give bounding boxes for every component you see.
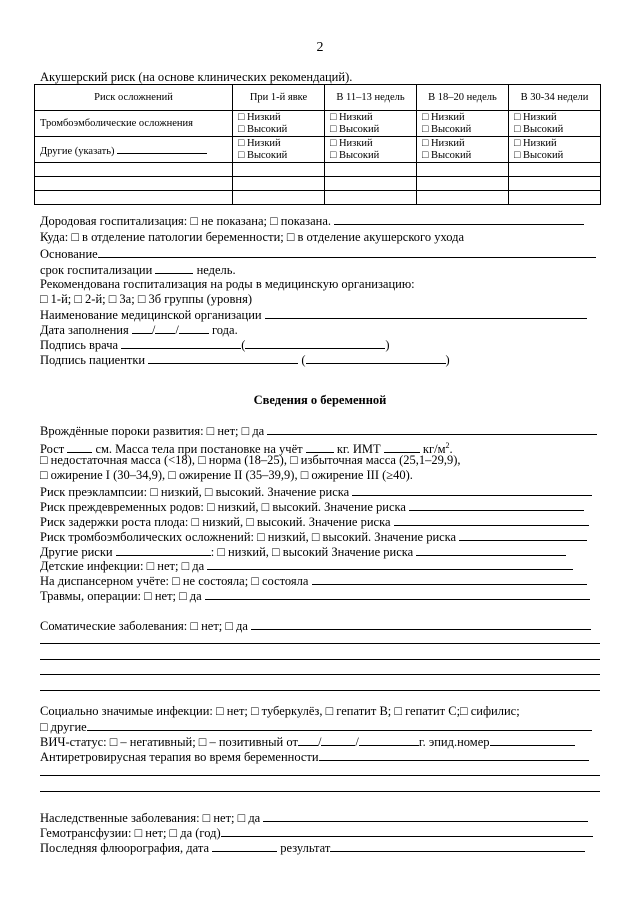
hiv-date-day[interactable] (298, 734, 318, 746)
somatic-extra-line[interactable] (40, 643, 600, 644)
option-high[interactable]: □ Высокий (238, 123, 288, 135)
section-title: Сведения о беременной (253, 393, 387, 407)
doctor-signature-line: Подпись врача ( ) (40, 338, 390, 352)
fill-date-line: Дата заполнения / / года. (40, 323, 238, 337)
column-header: В 30-34 недели (509, 85, 601, 111)
somatic-extra-line[interactable] (40, 690, 600, 691)
epid-number-field[interactable] (490, 734, 575, 746)
hiv-date-month[interactable] (321, 734, 355, 746)
table-row-blank[interactable] (35, 191, 601, 205)
doctor-name-field[interactable] (245, 337, 385, 349)
risk-table-title: Акушерский риск (на основе клинических рекомендаций). (40, 70, 353, 84)
date-month-field[interactable] (155, 322, 175, 334)
option-low[interactable]: □ Низкий (330, 111, 373, 123)
facility-level-options[interactable]: □ 1-й; □ 2-й; □ 3а; □ 3б группы (уровня) (40, 292, 253, 306)
thrombo-risk-line: Риск тромбоэмболических осложнений: □ низкий, □ высокий. Значение риска (40, 529, 587, 545)
patient-name-field[interactable] (306, 352, 446, 364)
option-low[interactable]: □ Низкий (330, 137, 373, 149)
column-header: В 18–20 недель (417, 85, 509, 111)
somatic-extra-line[interactable] (40, 674, 600, 675)
fgr-risk-line: Риск задержки роста плода: □ низкий, □ высокий. Значение риска (40, 514, 589, 530)
preterm-risk-line: Риск преждевременных родов: □ низкий, □ высокий. Значение риска (40, 499, 584, 515)
child-infections-line: Детские инфекции: □ нет; □ да (40, 558, 573, 574)
dispensary-field[interactable] (312, 573, 587, 585)
hiv-date-year[interactable] (359, 734, 419, 746)
antenatal-hosp-field[interactable] (334, 213, 584, 225)
injuries-field[interactable] (205, 588, 590, 600)
risk-options-cell[interactable] (417, 111, 509, 137)
date-day-field[interactable] (132, 322, 152, 334)
option-high[interactable]: □ Высокий (238, 149, 288, 161)
fgr-value-field[interactable] (394, 514, 589, 526)
obstetric-risk-table (34, 84, 601, 205)
other-infections-field[interactable] (87, 719, 592, 731)
option-low[interactable]: □ Низкий (422, 137, 465, 149)
option-low[interactable]: □ Низкий (238, 137, 281, 149)
preeclampsia-value-field[interactable] (352, 484, 592, 496)
option-high[interactable]: □ Высокий (422, 149, 472, 161)
art-extra-line[interactable] (40, 775, 600, 776)
page-number: 2 (316, 40, 324, 55)
hosp-destination[interactable]: Куда: □ в отделение патологии беременности; □ в отделение акушерского ухода (40, 230, 465, 244)
delivery-hosp-label: Рекомендована госпитализация на роды в медицинскую организацию: (40, 277, 415, 291)
anthropometry-line: Рост см. Масса тела при постановке на учёт кг. ИМТ $кг/м^2$. (40, 441, 453, 457)
bmi-field[interactable] (384, 441, 420, 453)
other-infections-line: □ другие (40, 719, 592, 735)
art-extra-line[interactable] (40, 791, 600, 792)
weight-field[interactable] (306, 441, 334, 453)
option-high[interactable]: □ Высокий (514, 149, 564, 161)
hereditary-line: Наследственные заболевания: □ нет; □ да (40, 810, 588, 826)
thrombo-value-field[interactable] (459, 529, 587, 541)
transfusion-line: Гемотрансфузии: □ нет; □ да (год) (40, 825, 593, 841)
malformations-field[interactable] (267, 423, 597, 435)
hereditary-field[interactable] (263, 810, 588, 822)
child-infections-field[interactable] (207, 558, 573, 570)
risk-options-cell[interactable] (325, 111, 417, 137)
table-row-blank[interactable] (35, 177, 601, 191)
option-high[interactable]: □ Высокий (330, 123, 380, 135)
fluorography-line: Последняя флюорография, дата результат (40, 840, 585, 856)
option-low[interactable]: □ Низкий (514, 137, 557, 149)
somatic-field[interactable] (251, 618, 591, 630)
option-high[interactable]: □ Высокий (422, 123, 472, 135)
risk-options-cell[interactable] (417, 137, 509, 163)
table-header-row (35, 85, 601, 111)
antenatal-hosp-line: Дородовая госпитализация: □ не показана; □ показана. (40, 213, 584, 229)
hosp-term-field[interactable] (155, 262, 193, 274)
bmi-options-2[interactable]: □ ожирение I (30–34,9), □ ожирение II (35–39,9), □ ожирение III (≥40). (40, 468, 413, 482)
doctor-signature-field[interactable] (121, 337, 241, 349)
patient-signature-field[interactable] (148, 352, 298, 364)
hosp-reason-field[interactable] (98, 246, 596, 258)
dispensary-line: На диспансерном учёте: □ не состояла; □ состояла (40, 573, 587, 589)
art-field[interactable] (319, 749, 589, 761)
risk-options-cell[interactable] (233, 111, 325, 137)
risk-options-cell[interactable] (509, 137, 601, 163)
column-header: В 11–13 недель (325, 85, 417, 111)
art-line: Антиретровирусная терапия во время беременности (40, 749, 589, 765)
column-header: При 1-й явке (233, 85, 325, 111)
facility-name-field[interactable] (265, 307, 587, 319)
other-risk-value-field[interactable] (416, 544, 566, 556)
column-header: Риск осложнений (35, 85, 233, 111)
table-row-blank[interactable] (35, 163, 601, 177)
row-label: Другие (указать) (35, 137, 233, 163)
somatic-extra-line[interactable] (40, 659, 600, 660)
bmi-options-1[interactable]: □ недостаточная масса (<18), □ норма (18–25), □ избыточная масса (25,1–29,9), (40, 453, 461, 467)
injuries-line: Травмы, операции: □ нет; □ да (40, 588, 590, 604)
risk-options-cell[interactable] (325, 137, 417, 163)
patient-signature-line: Подпись пациентки ( ) (40, 353, 450, 367)
preterm-value-field[interactable] (409, 499, 584, 511)
option-high[interactable]: □ Высокий (330, 149, 380, 161)
table-row (35, 111, 601, 137)
other-risk-field[interactable] (117, 142, 207, 154)
fluorography-date-field[interactable] (212, 840, 277, 852)
preeclampsia-risk-line: Риск преэклампсии: □ низкий, □ высокий. Значение риска (40, 484, 592, 500)
risk-options-cell[interactable] (233, 137, 325, 163)
somatic-line: Соматические заболевания: □ нет; □ да (40, 618, 591, 634)
other-risk-name-field[interactable] (116, 544, 211, 556)
date-year-field[interactable] (179, 322, 209, 334)
hosp-reason-line: Основание (40, 246, 596, 262)
hiv-status-line: ВИЧ-статус: □ – негативный; □ – позитивный от / / г. эпид.номер (40, 734, 575, 750)
transfusion-field[interactable] (221, 825, 593, 837)
option-high[interactable]: □ Высокий (514, 123, 564, 135)
table-row (35, 137, 601, 163)
risk-options-cell[interactable] (509, 111, 601, 137)
fluorography-result-field[interactable] (330, 840, 585, 852)
option-low[interactable]: □ Низкий (238, 111, 281, 123)
row-label: Тромбоэмболические осложнения (35, 111, 233, 137)
malformations-line: Врождённые пороки развития: □ нет; □ да (40, 423, 597, 439)
other-risks-line: Другие риски : □ низкий, □ высокий Значение риска (40, 544, 566, 560)
height-field[interactable] (67, 441, 92, 453)
facility-name-line: Наименование медицинской организации (40, 307, 587, 323)
social-infections-line[interactable]: Социально значимые инфекции: □ нет; □ туберкулёз, □ гепатит В; □ гепатит С;□ сифилис; (40, 704, 520, 718)
option-low[interactable]: □ Низкий (422, 111, 465, 123)
hosp-term-line: срок госпитализации недель. (40, 263, 236, 277)
option-low[interactable]: □ Низкий (514, 111, 557, 123)
